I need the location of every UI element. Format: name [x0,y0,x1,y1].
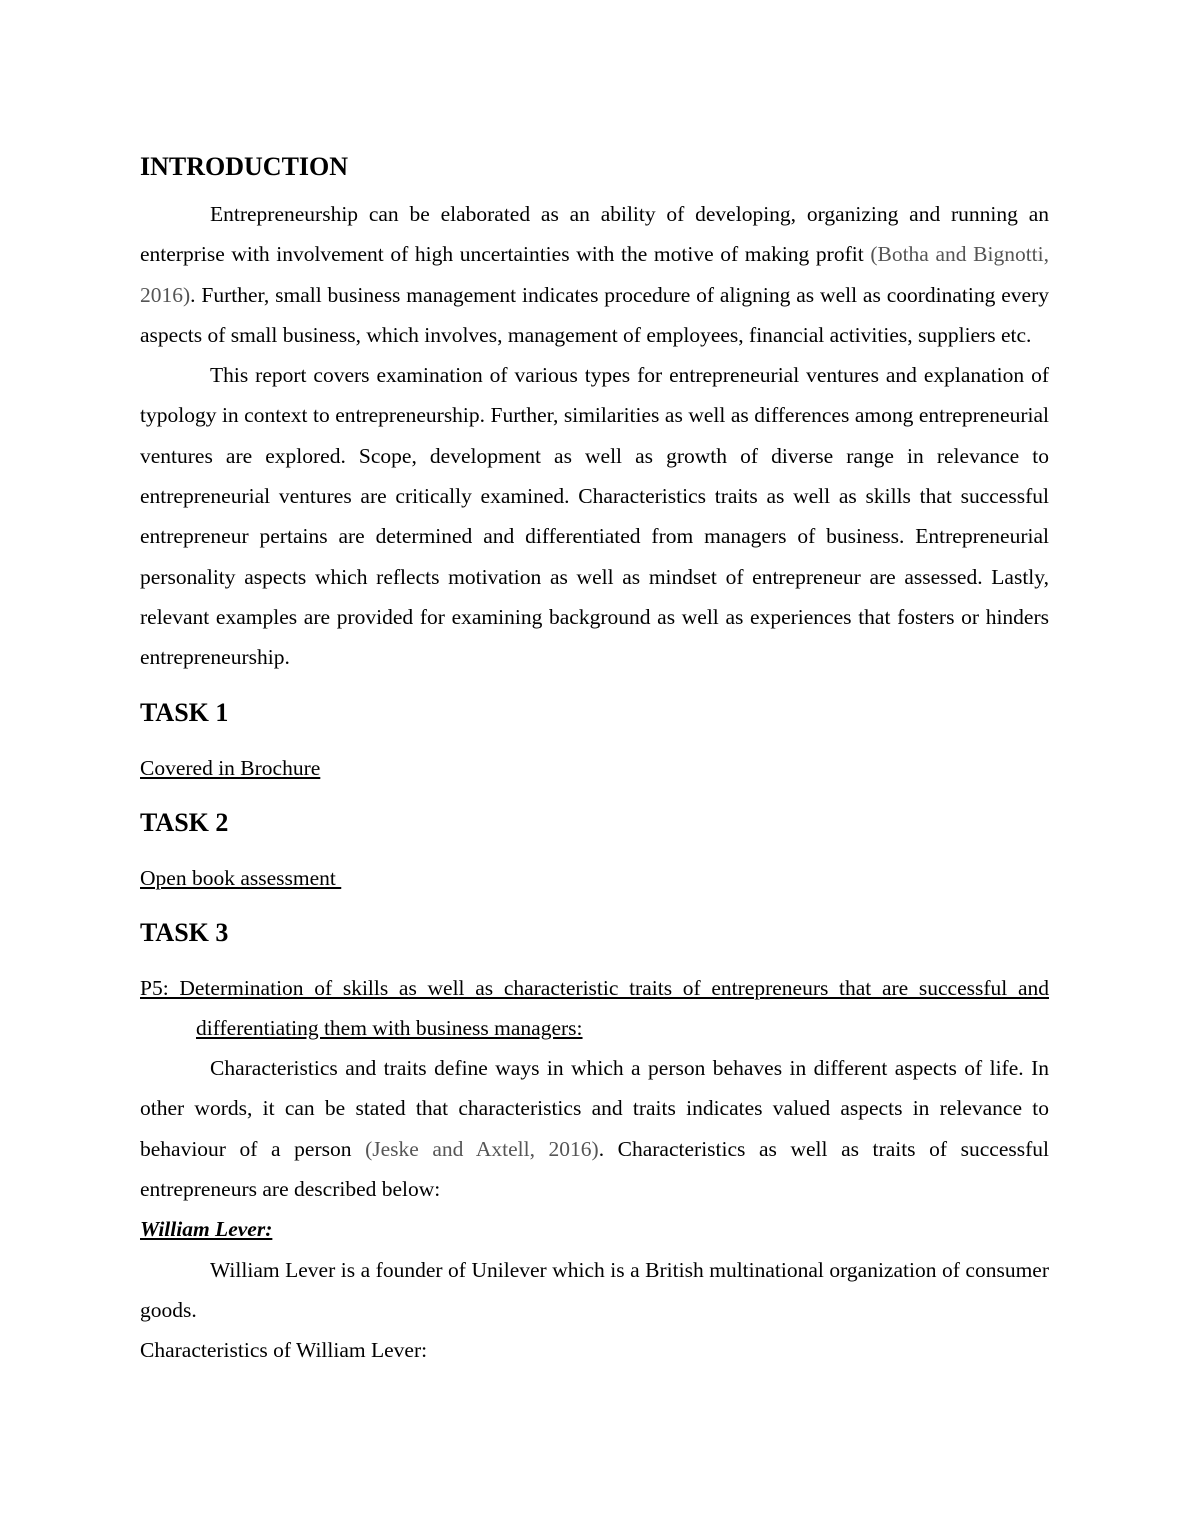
characteristics-label: Characteristics of William Lever: [140,1338,428,1363]
william-lever-paragraph: William Lever is a founder of Unilever which is a British multinational organization of consumer goods. [140,1257,1049,1322]
task-1-note: Covered in Brochure [140,755,321,780]
introduction-paragraph-2: This report covers examination of various types for entrepreneurial ventures and explanation of typology in context to entrepreneurship. Further, similarities as well as differences among entrepreneurial ventures are explored. Scope, development as well as growth of diverse range in relevance to entrepreneurial ventures are critically examined. Characteristics traits as well as skills that successful entrepreneur pertains are determined and differentiated from managers of business. Entrepreneurial personality aspects which reflects motivation as well as mindset of entrepreneur are assessed. Lastly, relevant examples are provided for examining background as well as experiences that fosters or hinders entrepreneurship. [140,363,1049,670]
task-3-paragraph-1 [140,1048,1049,1209]
citation-botha-bignotti: (Botha and Bignotti, 2016) [140,242,1049,307]
introduction-paragraph-1 [140,194,1049,355]
task-2-note: Open book assessment [140,865,342,890]
task-2-heading: TASK 2 [140,807,229,837]
task-3-paragraph-1-text: Characteristics and traits define ways in which a person behaves in different aspects of life. In other words, it can be stated that characteristics and traits indicates valued aspects in relevance to behaviour of a person [140,1056,1049,1161]
task-1-heading: TASK 1 [140,697,229,727]
p5-subheading: P5: Determination of skills as well as characteristic traits of entrepreneurs that are successful and differentiating them with business managers: [140,975,1049,1040]
task-3-heading: TASK 3 [140,917,229,947]
citation-jeske-axtell: (Jeske and Axtell, 2016) [365,1136,599,1161]
task-3-paragraph-1-rest: . Characteristics as well as traits of successful entrepreneurs are described below: [140,1136,1049,1202]
introduction-paragraph-1-text: Entrepreneurship can be elaborated as an ability of developing, organizing and running an enterprise with involvement of high uncertainties with the motive of making profit [140,202,1049,267]
introduction-paragraph-1-rest: . Further, small business management indicates procedure of aligning as well as coordinating every aspects of small business, which involves, management of employees, financial activities, suppliers etc. [140,282,1049,347]
william-lever-heading: William Lever: [140,1217,273,1242]
introduction-heading: INTRODUCTION [140,152,349,181]
document-page [140,150,1049,1371]
